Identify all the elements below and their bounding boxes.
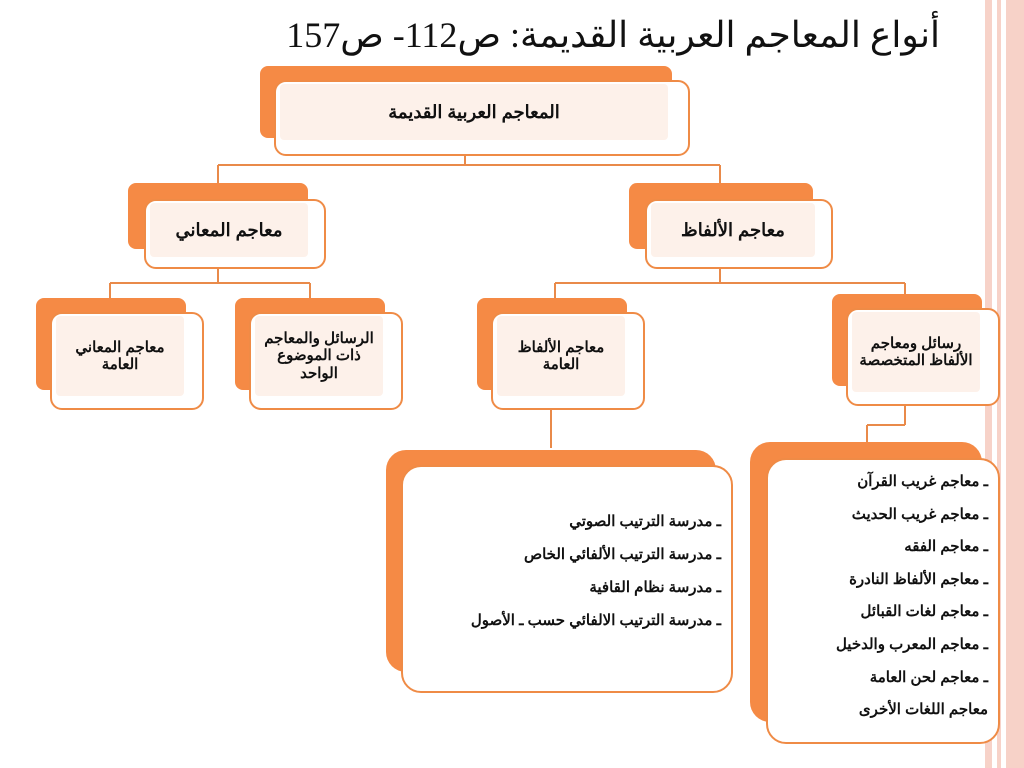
topic-treatises-label: الرسائل والمعاجم ذات الموضوع الواحد bbox=[255, 316, 383, 396]
general-schools-list bbox=[405, 512, 721, 644]
meanings-dictionaries-label: معاجم المعاني bbox=[150, 203, 308, 257]
list-item: ـ معاجم الفقه bbox=[904, 538, 988, 556]
list-item: ـ معاجم الألفاظ النادرة bbox=[849, 570, 988, 588]
slide-title: أنواع المعاجم العربية القديمة: ص112- ص157 bbox=[286, 15, 940, 55]
specialized-list bbox=[770, 472, 988, 733]
list-item: ـ معاجم لغات القبائل bbox=[860, 603, 988, 621]
specialized-label: رسائل ومعاجم الألفاظ المتخصصة bbox=[852, 312, 980, 392]
list-item: ـ مدرسة الترتيب الالفائي حسب ـ الأصول bbox=[470, 612, 721, 629]
list-item: ـ مدرسة نظام القافية bbox=[589, 579, 721, 596]
list-item: ـ مدرسة الترتيب الألفائي الخاص bbox=[523, 546, 721, 563]
words-dictionaries-label: معاجم الألفاظ bbox=[651, 203, 815, 257]
root-label: المعاجم العربية القديمة bbox=[280, 84, 668, 140]
list-item: ـ معاجم غريب الحديث bbox=[851, 505, 988, 523]
list-item: ـ معاجم غريب القرآن bbox=[857, 473, 988, 490]
list-item: ـ معاجم المعرب والدخيل bbox=[835, 635, 988, 653]
list-item: ـ مدرسة الترتيب الصوتي bbox=[569, 513, 721, 530]
words-general-label: معاجم الألفاظ العامة bbox=[497, 316, 625, 396]
meanings-general-label: معاجم المعاني العامة bbox=[56, 316, 184, 396]
list-item: معاجم اللغات الأخرى bbox=[858, 701, 988, 719]
list-item: ـ معاجم لحن العامة bbox=[869, 668, 988, 686]
